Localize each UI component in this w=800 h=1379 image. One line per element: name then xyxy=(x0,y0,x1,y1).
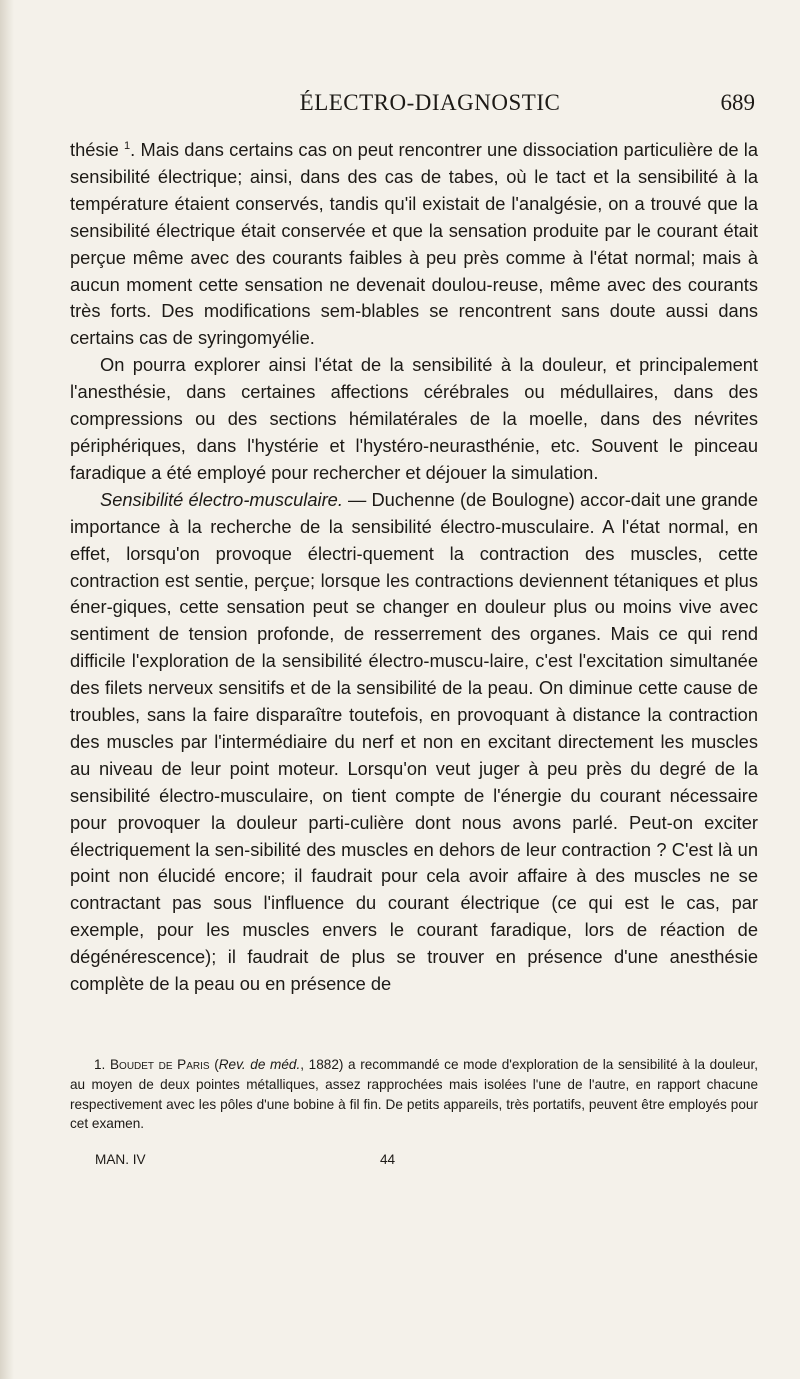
paragraph-3 xyxy=(70,487,758,998)
footnotes xyxy=(70,1055,758,1134)
page-number: 689 xyxy=(720,90,755,115)
footnote-author: Boudet de Paris xyxy=(109,1057,210,1072)
footnote-reference[interactable]: 1 xyxy=(124,139,131,152)
page-header xyxy=(70,90,770,120)
running-title: ÉLECTRO-DIAGNOSTIC xyxy=(299,90,561,115)
main-text xyxy=(70,137,758,998)
paragraph-1 xyxy=(70,137,758,352)
footnote-number: 1. xyxy=(94,1057,106,1072)
paragraph-3-rest: — Duchenne (de Boulogne) accor-dait une grande importance à la recherche de la sensibilité électro-musculaire. A l'état normal, en effet, lorsqu'on provoque électri-quement la contraction des muscles, cette contraction est sentie, perçue; lorsque les contractions deviennent tétaniques et plus éner-giques, cette sensation peut se changer en douleur plus ou moins vive avec sentiment de tension profonde, de resserrement des organes. Mais ce qui rend difficile l'exploration de la sensibilité électro-muscu-laire, c'est l'excitation simultanée des filets nerveux sensitifs et de la sensibilité de la peau. On diminue cette cause de troubles, sans la faire disparaître toutefois, en provoquant à distance la contraction des muscles par l'intermédiaire du nerf et non en excitant directement les muscles au niveau de leur point moteur. Lorsqu'on veut juger à peu près du degré de la sensibilité électro-musculaire, on tient compte de l'énergie du courant nécessaire pour provoquer la douleur parti-culière dont nous avons parlé. Peut-on exciter électriquement la sen-sibilité des muscles en dehors de leur contraction ? C'est là un point non élucidé encore; il faudrait pour cela avoir affaire à des muscles ne se contractant pas sous l'influence du courant électrique (ce qui est le cas, par exemple, pour les muscles envers le courant faradique, lors de réaction de dégénérescence); il faudrait de plus se trouver en présence d'une anesthésie complète de la peau ou en présence de xyxy=(70,488,758,995)
paragraph-1-rest: . Mais dans certains cas on peut rencontrer une dissociation particulière de la sensibilité électrique; ainsi, dans des cas de tabes, où le tact et la sensibilité à la température étaient conservés, tandis qu'il existait de l'analgésie, on a trouvé que la sensibilité électrique était conservée et que la sensation produite par le courant était perçue même avec des courants faibles à peu près comme à l'état normal; mais à aucun moment cette sensation ne devenait doulou-reuse, même avec des courants très forts. Des modifications sem-blables se rencontrent sans doute aussi dans certains cas de syringomyélie. xyxy=(70,139,758,349)
paragraph-1-start: thésie xyxy=(70,139,125,160)
footnote-year: , 1882) xyxy=(300,1057,344,1072)
footnote-text: a recommandé ce mode d'exploration de la sensibilité à la douleur, au moyen de deux pointes métalliques, assez rapprochées mais isolées l'une de l'autre, en rapport chacune respectivement avec les pôles d'une bobine à fil fin. De petits appareils, très portatifs, peuvent être employés pour cet examen. xyxy=(70,1057,759,1132)
footnote-citation-open: ( xyxy=(209,1057,219,1072)
section-heading-sensibilite-electro-musculaire: Sensibilité électro-musculaire. xyxy=(100,488,343,510)
page-binding-edge xyxy=(0,0,14,1379)
paragraph-2: On pourra explorer ainsi l'état de la sensibilité à la douleur, et principalement l'anesthésie, dans certaines affections cérébrales ou médullaires, dans des compressions ou des sections hémilatérales de la moelle, dans des névrites périphériques, dans l'hystérie et l'hystéro-neurasthénie, etc. Souvent le pinceau faradique a été employé pour rechercher et déjouer la simulation. xyxy=(70,354,758,483)
signature-number: 44 xyxy=(380,1152,396,1167)
footnote-journal: Rev. de méd. xyxy=(218,1057,301,1072)
signature-line xyxy=(95,1152,750,1172)
signature-volume: MAN. IV xyxy=(95,1152,146,1167)
footnote-1 xyxy=(70,1055,758,1134)
